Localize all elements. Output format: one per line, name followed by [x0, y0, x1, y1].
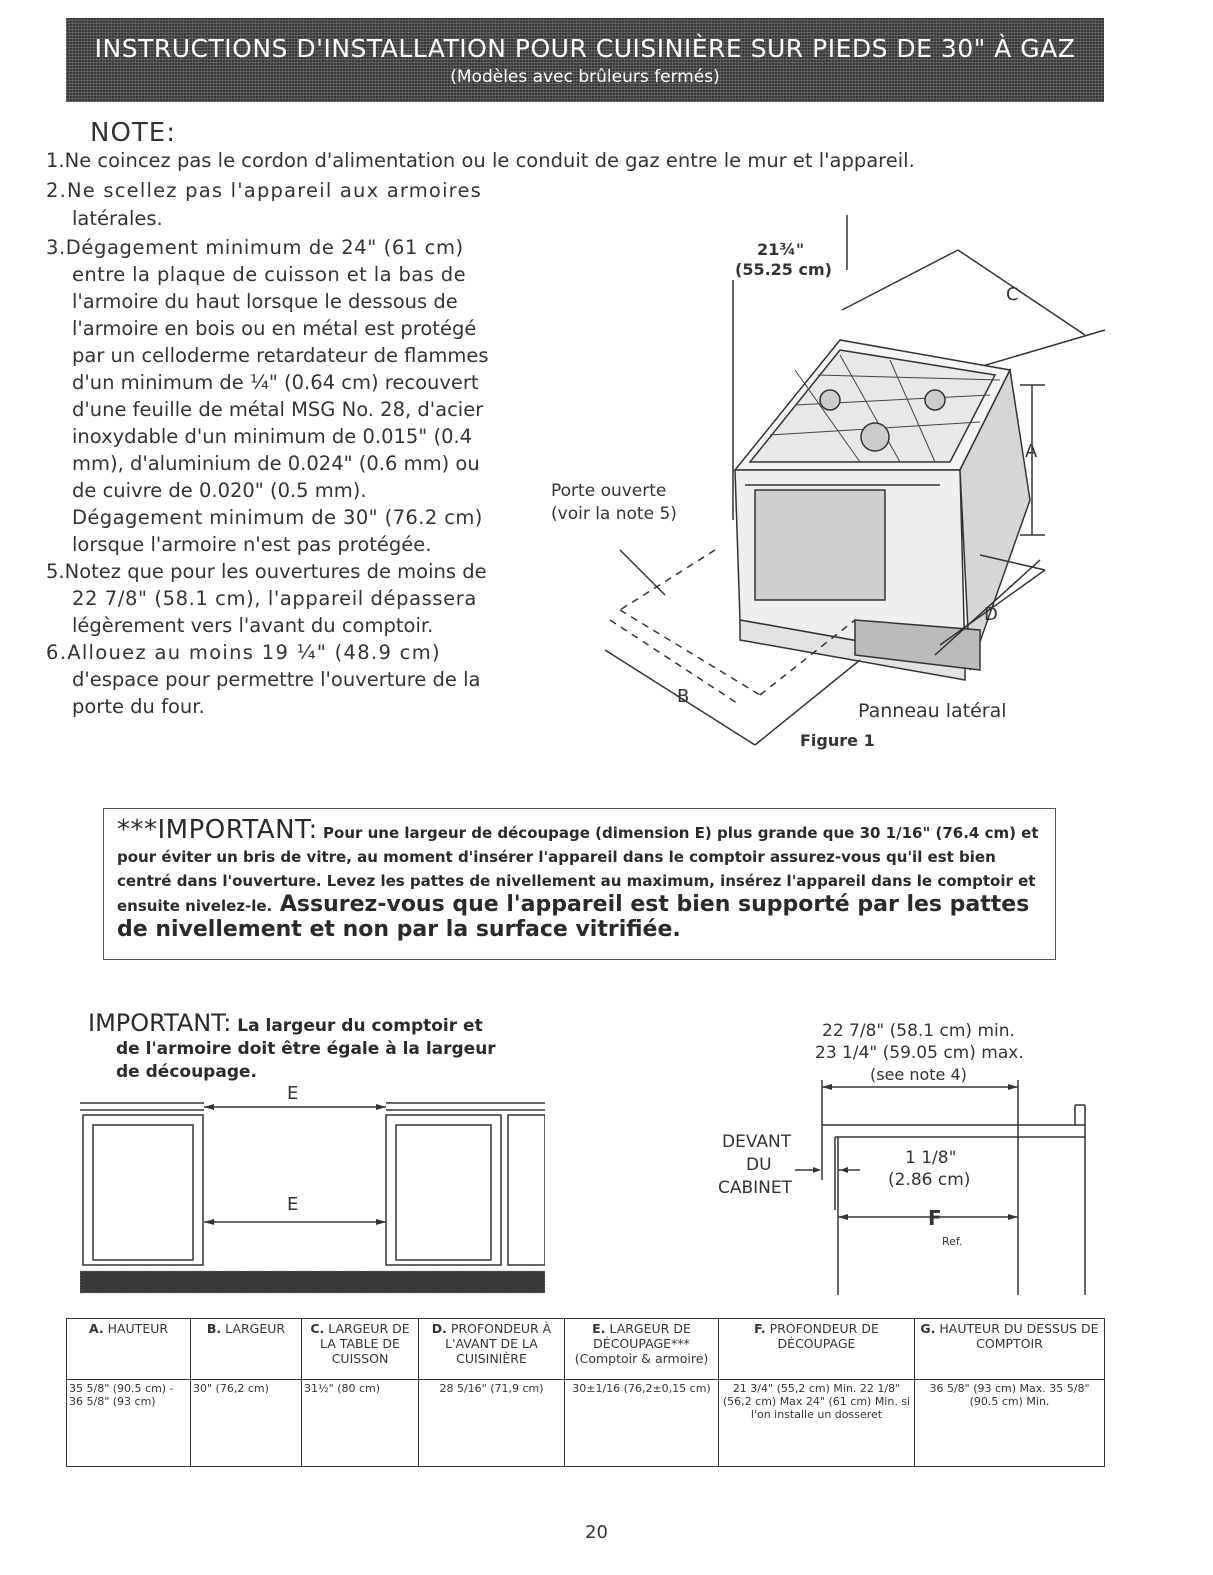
important-2-line2: de l'armoire doit être égale à la largeur	[116, 1039, 496, 1059]
note-line: 3.Dégagement minimum de 24" (61 cm)	[46, 236, 464, 259]
page-subtitle: (Modèles avec brûleurs fermés)	[450, 67, 720, 87]
important-2-line3: de découpage.	[116, 1062, 257, 1082]
dim-top-label: 21¾"	[757, 240, 805, 259]
cutout-min: 22 7/8" (58.1 cm) min.	[822, 1021, 1015, 1041]
header-b: B. LARGEUR	[191, 1319, 302, 1380]
ref-label: Ref.	[942, 1235, 963, 1248]
dimension-b-label: B	[677, 686, 690, 707]
door-note-label: (voir la note 5)	[551, 504, 677, 524]
value-f: 21 3/4" (55,2 cm) Min. 22 1/8" (56,2 cm) Max 24" (61 cm) Min. si l'on installe un dosseret	[719, 1380, 915, 1467]
note-line: d'un minimum de ¼" (0.64 cm) recouvert	[72, 371, 479, 394]
note-line: 22 7/8" (58.1 cm), l'appareil dépassera	[72, 587, 477, 610]
figure-caption: Figure 1	[800, 731, 875, 750]
dim-top-cm-label: (55.25 cm)	[735, 260, 832, 279]
header-a: A. HAUTEUR	[67, 1319, 191, 1380]
dimension-d-label: D	[984, 604, 998, 625]
note-line: l'armoire du haut lorsque le dessous de	[72, 290, 458, 313]
note-line: 1.Ne coincez pas le cordon d'alimentation ou le conduit de gaz entre le mur et l'appareil.	[46, 149, 915, 172]
table-row	[67, 1380, 1105, 1467]
note-line: d'espace pour permettre l'ouverture de la	[72, 668, 481, 691]
important-2-lead: IMPORTANT:	[88, 1009, 232, 1037]
note-line: 2.Ne scellez pas l'appareil aux armoires	[46, 179, 483, 202]
note-line: l'armoire en bois ou en métal est protégé	[72, 317, 477, 340]
note-line: latérales.	[72, 207, 163, 230]
door-open-label: Porte ouverte	[551, 481, 667, 501]
page-number: 20	[585, 1522, 608, 1543]
cutout-see-note: (see note 4)	[870, 1065, 967, 1084]
cabinet-front-label-2: DU	[746, 1155, 772, 1175]
note-line: porte du four.	[72, 695, 205, 718]
dimension-c-label: C	[1006, 284, 1019, 305]
dimension-e-mid: E	[287, 1194, 299, 1215]
note-line: 5.Notez que pour les ouvertures de moins de	[46, 560, 487, 583]
note-line: mm), d'aluminium de 0.024" (0.6 mm) ou	[72, 452, 480, 475]
value-b: 30" (76,2 cm)	[191, 1380, 302, 1467]
important-body: Pour une largeur de découpage (dimension E) plus grande que 30 1/16" (76.4 cm) et pour éviter un bris de vitre, au moment d'insérer l'appareil dans le comptoir assurez-vous qu'il est bien centré dans l'ouverture. Levez les pattes de nivellement au maximum, insérez l'appareil dans le comptoir et ensuite nivelez-le.	[117, 824, 1039, 915]
header-banner	[66, 18, 1104, 102]
note-line: par un celloderme retardateur de flammes	[72, 344, 489, 367]
table-header-row	[67, 1319, 1105, 1380]
countertop-figure	[80, 1095, 545, 1295]
dimension-f-label: F	[928, 1206, 942, 1230]
lip-dimension: 1 1/8"	[905, 1148, 957, 1168]
page-title: INSTRUCTIONS D'INSTALLATION POUR CUISINIÈRE SUR PIEDS DE 30" À GAZ	[94, 34, 1076, 63]
header-d: D. PROFONDEUR À L'AVANT DE LA CUISINIÈRE	[419, 1319, 565, 1380]
value-c: 31½" (80 cm)	[302, 1380, 419, 1467]
value-g: 36 5/8" (93 cm) Max. 35 5/8" (90.5 cm) Min.	[915, 1380, 1105, 1467]
lip-dimension-cm: (2.86 cm)	[888, 1170, 971, 1190]
important-2	[88, 1009, 496, 1084]
dimension-e-top: E	[287, 1083, 299, 1104]
note-line: inoxydable d'un minimum de 0.015" (0.4	[72, 425, 473, 448]
header-e: E. LARGEUR DE DÉCOUPAGE*** (Comptoir & armoire)	[565, 1319, 719, 1380]
value-a: 35 5/8" (90.5 cm) - 36 5/8" (93 cm)	[67, 1380, 191, 1467]
dimensions-table	[66, 1318, 1105, 1467]
side-panel-label: Panneau latéral	[858, 700, 1007, 722]
header-g: G. HAUTEUR DU DESSUS DE COMPTOIR	[915, 1319, 1105, 1380]
note-line: lorsque l'armoire n'est pas protégée.	[72, 533, 432, 556]
header-f: F. PROFONDEUR DE DÉCOUPAGE	[719, 1319, 915, 1380]
value-d: 28 5/16" (71,9 cm)	[419, 1380, 565, 1467]
important-2-line1: La largeur du comptoir et	[231, 1016, 483, 1036]
value-e: 30±1/16 (76,2±0,15 cm)	[565, 1380, 719, 1467]
cutout-max: 23 1/4" (59.05 cm) max.	[815, 1043, 1024, 1063]
note-line: entre la plaque de cuisson et la bas de	[72, 263, 466, 286]
note-heading: NOTE:	[90, 118, 176, 148]
note-line: 6.Allouez au moins 19 ¼" (48.9 cm)	[46, 641, 441, 664]
cabinet-front-label-1: DEVANT	[722, 1132, 792, 1152]
important-lead: ***IMPORTANT:	[117, 815, 318, 845]
note-line: Dégagement minimum de 30" (76.2 cm)	[72, 506, 483, 529]
note-line: de cuivre de 0.020" (0.5 mm).	[72, 479, 367, 502]
cabinet-front-label-3: CABINET	[718, 1178, 793, 1198]
important-text	[117, 815, 1047, 943]
dimension-a-label: A	[1025, 441, 1038, 462]
note-line: légèrement vers l'avant du comptoir.	[72, 614, 434, 637]
note-line: d'une feuille de métal MSG No. 28, d'acier	[72, 398, 484, 421]
important-emphasis: Assurez-vous que l'appareil est bien supporté par les pattes de nivellement et non par la surface vitrifiée.	[117, 892, 1030, 942]
header-c: C. LARGEUR DE LA TABLE DE CUISSON	[302, 1319, 419, 1380]
